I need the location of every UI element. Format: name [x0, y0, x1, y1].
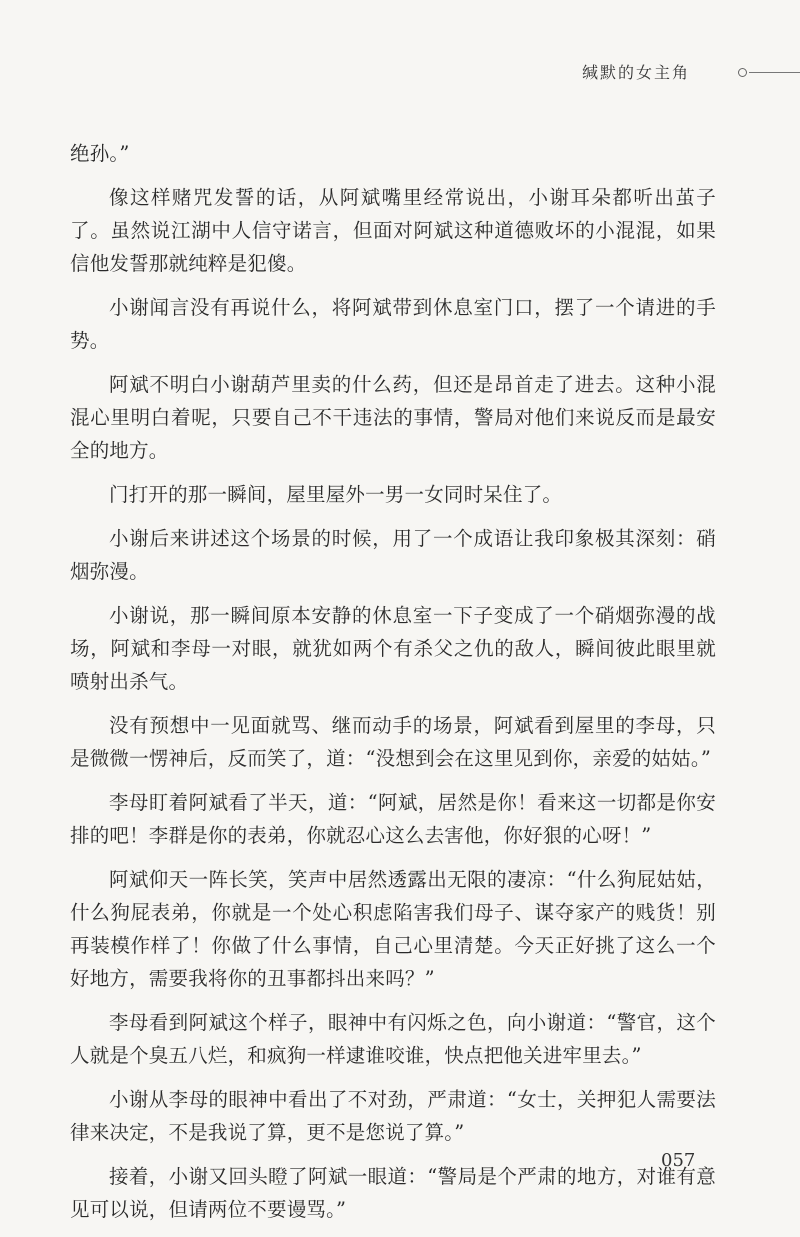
- paragraph: 小谢后来讲述这个场景的时候，用了一个成语让我印象极其深刻：硝烟弥漫。: [70, 527, 716, 583]
- book-title: 缄默的女主角: [581, 63, 690, 82]
- page-number: 057: [661, 1150, 696, 1171]
- paragraph: 小谢从李母的眼神中看出了不对劲，严肃道：“女士，关押犯人需要法律来决定，不是我说了算，更不是您说了算。”: [70, 1088, 716, 1144]
- running-header: [0, 60, 800, 86]
- paragraph: 门打开的那一瞬间，屋里屋外一男一女同时呆住了。: [109, 483, 563, 506]
- ornament-line: [749, 72, 800, 73]
- paragraph: 接着，小谢又回头瞪了阿斌一眼道：“警局是个严肃的地方，对谁有意见可以说，但请两位不要谩骂。”: [70, 1165, 716, 1221]
- paragraph: 李母看到阿斌这个样子，眼神中有闪烁之色，向小谢道：“警官，这个人就是个臭五八烂，和疯狗一样逮谁咬谁，快点把他关进牢里去。”: [70, 1011, 716, 1067]
- page-body: [70, 137, 716, 1237]
- paragraph: 阿斌不明白小谢葫芦里卖的什么药，但还是昂首走了进去。这种小混混心里明白着呢，只要自己不干违法的事情，警局对他们来说反而是最安全的地方。: [70, 373, 716, 462]
- paragraph: 阿斌仰天一阵长笑，笑声中居然透露出无限的凄凉：“什么狗屁姑姑，什么狗屁表弟，你就是一个处心积虑陷害我们母子、谋夺家产的贱货！别再装模作样了！你做了什么事情，自己心里清楚。今天正好挑了这么一个好地方，需要我将你的丑事都抖出来吗？”: [70, 868, 716, 990]
- paragraph: 小谢说，那一瞬间原本安静的休息室一下子变成了一个硝烟弥漫的战场，阿斌和李母一对眼，就犹如两个有杀父之仇的敌人，瞬间彼此眼里就喷射出杀气。: [70, 604, 716, 693]
- paragraph: 李母盯着阿斌看了半天，道：“阿斌，居然是你！看来这一切都是你安排的吧！李群是你的表弟，你就忍心这么去害他，你好狠的心呀！”: [70, 791, 716, 847]
- paragraph: 没有预想中一见面就骂、继而动手的场景，阿斌看到屋里的李母，只是微微一愣神后，反而笑了，道：“没想到会在这里见到你，亲爱的姑姑。”: [70, 714, 716, 770]
- paragraph: 小谢闻言没有再说什么，将阿斌带到休息室门口，摆了一个请进的手势。: [70, 296, 716, 352]
- paragraph: 像这样赌咒发誓的话，从阿斌嘴里经常说出，小谢耳朵都听出茧子了。虽然说江湖中人信守诺言，但面对阿斌这种道德败坏的小混混，如果信他发誓那就纯粹是犯傻。: [70, 186, 716, 275]
- paragraph-continued: 绝孙。”: [70, 142, 130, 165]
- header-ornament-icon: [738, 68, 800, 78]
- ornament-circle: [738, 68, 747, 77]
